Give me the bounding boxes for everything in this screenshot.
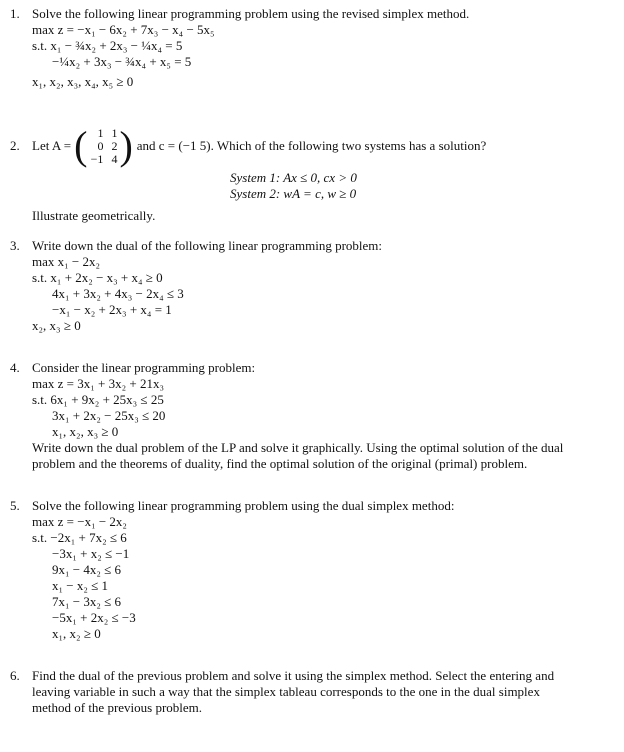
right-paren: ) — [119, 123, 133, 168]
problem-number: 2. — [10, 138, 20, 153]
objective: max z = 3x₁ + 3x₂ + 21x₃ — [32, 376, 164, 391]
problem-number: 3. — [10, 238, 20, 253]
problem-statement: Find the dual of the previous problem and solve it using the simplex method. Select the entering and leaving variable in such a way that the simplex tableau corresponds to the one in the dual simplex method of the previous problem. — [32, 668, 555, 715]
problem-6 — [10, 668, 610, 716]
matrix-statement — [32, 124, 610, 168]
problem-3 — [10, 238, 610, 334]
constraint: x₁ − x₂ ≤ 1 — [52, 578, 109, 593]
system-2: System 2: wA = c, w ≥ 0 — [230, 186, 357, 201]
systems — [230, 170, 610, 202]
constraint: s.t. 6x₁ + 9x₂ + 25x₃ ≤ 25 — [32, 392, 164, 407]
constraint: 3x₁ + 2x₂ − 25x₃ ≤ 20 — [52, 408, 166, 423]
problem-number: 1. — [10, 6, 20, 21]
constraint: s.t. x₁ + 2x₂ − x₃ + x₄ ≥ 0 — [32, 270, 163, 285]
matrix-lead: Let A = — [32, 138, 72, 153]
matrix-cell: 4 — [111, 151, 118, 166]
nonnegativity: x₁, x₂, x₃, x₄, x₅ ≥ 0 — [32, 74, 134, 89]
objective: max x₁ − 2x₂ — [32, 254, 101, 269]
problem-1 — [10, 6, 610, 90]
problem-outro: Illustrate geometrically. — [32, 208, 156, 223]
constraint: 7x₁ − 3x₂ ≤ 6 — [52, 594, 122, 609]
problem-4 — [10, 360, 610, 472]
nonnegativity: x₁, x₂, x₃ ≥ 0 — [52, 424, 119, 439]
problem-outro: Write down the dual problem of the LP and solve it graphically. Using the optimal solution of the dual problem and the theorems of duality, find the optimal solution of the original (primal) problem. — [32, 440, 564, 471]
constraint: 4x₁ + 3x₂ + 4x₃ − 2x₄ ≤ 3 — [52, 286, 184, 301]
system-1: System 1: Ax ≤ 0, cx > 0 — [230, 170, 357, 185]
constraint: 9x₁ − 4x₂ ≤ 6 — [52, 562, 122, 577]
constraint: −¼x₂ + 3x₃ − ¾x₄ + x₅ = 5 — [52, 54, 192, 69]
left-paren: ( — [74, 123, 88, 168]
problem-statement: and c = (−1 5). Which of the following two systems has a solution? — [136, 138, 487, 153]
matrix-cell: 2 — [111, 138, 118, 153]
problem-number: 4. — [10, 360, 20, 375]
constraint: s.t. −2x₁ + 7x₂ ≤ 6 — [32, 530, 127, 545]
constraint: −x₁ − x₂ + 2x₃ + x₄ = 1 — [52, 302, 172, 317]
constraint: s.t. x₁ − ¾x₂ + 2x₃ − ¼x₄ = 5 — [32, 38, 183, 53]
nonnegativity: x₁, x₂ ≥ 0 — [52, 626, 101, 641]
problem-5 — [10, 498, 610, 642]
matrix-cell: 1 — [97, 125, 104, 140]
matrix-cell: 1 — [111, 125, 118, 140]
nonnegativity: x₂, x₃ ≥ 0 — [32, 318, 81, 333]
matrix-a — [89, 127, 117, 166]
problem-number: 6. — [10, 668, 20, 683]
matrix-cell: −1 — [90, 151, 104, 166]
problem-statement: Consider the linear programming problem: — [32, 360, 256, 375]
constraint: −5x₁ + 2x₂ ≤ −3 — [52, 610, 136, 625]
matrix-cell: 0 — [97, 138, 104, 153]
problem-number: 5. — [10, 498, 20, 513]
problem-2 — [10, 124, 610, 224]
constraint: −3x₁ + x₂ ≤ −1 — [52, 546, 130, 561]
problem-statement: Solve the following linear programming problem using the dual simplex method: — [32, 498, 455, 513]
objective: max z = −x₁ − 2x₂ — [32, 514, 127, 529]
objective: max z = −x₁ − 6x₂ + 7x₃ − x₄ − 5x₅ — [32, 22, 215, 37]
problem-statement: Solve the following linear programming problem using the revised simplex method. — [32, 6, 470, 21]
problem-statement: Write down the dual of the following linear programming problem: — [32, 238, 383, 253]
